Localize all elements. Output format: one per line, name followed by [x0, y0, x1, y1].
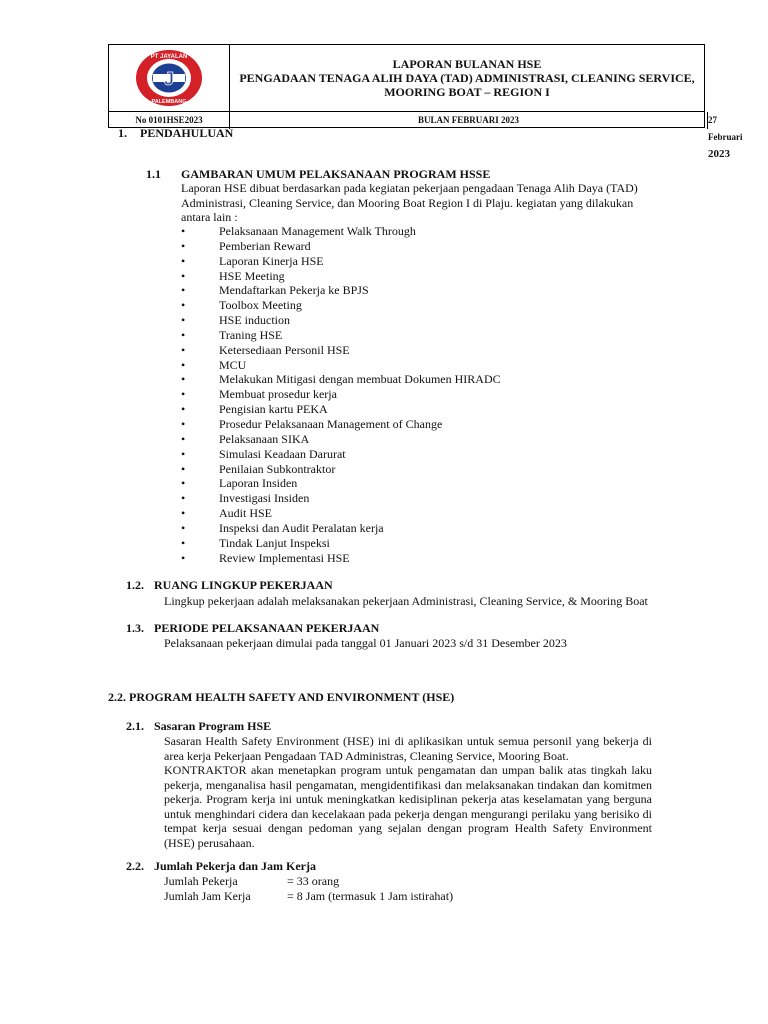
intro-line-3: antara lain : [181, 210, 238, 225]
activity-list [181, 224, 601, 565]
bullet-icon: • [181, 253, 186, 268]
report-date-year: 2023 [708, 148, 730, 160]
subsection-1-3-heading [126, 621, 379, 636]
subsection-1-1-intro [181, 181, 661, 225]
activity-label: Audit HSE [219, 506, 273, 521]
bullet-icon: • [181, 313, 186, 328]
bullet-icon: • [181, 535, 186, 550]
activity-list-item [181, 298, 601, 313]
activity-list-item [181, 224, 601, 239]
activity-list-item [181, 387, 601, 402]
bullet-icon: • [181, 416, 186, 431]
activity-label: HSE Meeting [219, 268, 285, 283]
activity-label: Traning HSE [219, 327, 283, 342]
activity-label: Simulasi Keadaan Darurat [219, 446, 346, 461]
activity-label: Investigasi Insiden [219, 491, 310, 506]
activity-label: Pemberian Reward [219, 238, 311, 253]
activity-list-item [181, 432, 601, 447]
activity-list-item [181, 328, 601, 343]
title-line-1: LAPORAN BULANAN HSE [392, 57, 542, 71]
activity-label: Review Implementasi HSE [219, 550, 350, 565]
activity-list-item [181, 283, 601, 298]
subsection-1-1-heading [146, 167, 490, 182]
activity-label: Inspeksi dan Audit Peralatan kerja [219, 520, 384, 535]
subsection-number: 2.1. [126, 719, 144, 733]
activity-list-item [181, 343, 601, 358]
activity-list-item [181, 417, 601, 432]
activity-label: Pelaksanaan Management Walk Through [219, 224, 416, 238]
activity-label: Laporan Kinerja HSE [219, 253, 324, 268]
activity-label: Laporan Insiden [219, 476, 298, 491]
activity-list-item [181, 491, 601, 506]
activity-list-item [181, 358, 601, 373]
activity-label: Penilaian Subkontraktor [219, 461, 336, 476]
title-line-3: MOORING BOAT – REGION I [384, 85, 550, 99]
section-number: 1. [118, 126, 127, 140]
bullet-icon: • [181, 357, 186, 372]
activity-label: Prosedur Pelaksanaan Management of Change [219, 416, 443, 431]
bullet-icon: • [181, 268, 186, 283]
intro-line-2: Administrasi, Cleaning Service, dan Mooring Boat Region I di Plaju. kegiatan yang dilakukan [181, 195, 634, 210]
doc-number: No 0101HSE2023 [109, 112, 230, 129]
subsection-1-2-heading [126, 578, 333, 593]
activity-list-item [181, 476, 601, 491]
subsection-title: RUANG LINGKUP PEKERJAAN [154, 578, 333, 592]
activity-label: Pengisian kartu PEKA [219, 402, 328, 417]
bullet-icon: • [181, 402, 186, 417]
workers-value: = 33 orang [287, 874, 340, 888]
period-text: Pelaksanaan pekerjaan dimulai pada tanggal 01 Januari 2023 s/d 31 Desember 2023 [164, 636, 567, 650]
activity-label: Toolbox Meeting [219, 298, 302, 313]
subsection-number: 2.2. [126, 859, 144, 873]
activity-list-item [181, 372, 601, 387]
section-title: PENDAHULUAN [140, 126, 234, 140]
logo-text-top: PT JAYALAN [150, 54, 188, 60]
subsection-title: GAMBARAN UMUM PELAKSANAAN PROGRAM HSSE [181, 167, 491, 181]
bullet-icon: • [181, 491, 186, 506]
subsection-title: Sasaran Program HSE [154, 719, 272, 733]
bullet-icon: • [181, 342, 186, 357]
logo-cell [109, 45, 230, 111]
bullet-icon: • [181, 387, 186, 402]
bullet-icon: • [181, 298, 186, 313]
bullet-icon: • [181, 431, 186, 446]
activity-list-item [181, 551, 601, 566]
section-2-heading: 2.2. PROGRAM HEALTH SAFETY AND ENVIRONMENT (HSE) [108, 690, 455, 704]
bullet-icon: • [181, 224, 186, 238]
activity-list-item [181, 313, 601, 328]
workforce-table [164, 874, 453, 903]
workers-label: Jumlah Pekerja [164, 874, 238, 888]
section-1-heading [118, 126, 233, 141]
logo-text-bottom: PALEMBANG [151, 99, 187, 105]
activity-list-item [181, 402, 601, 417]
subsection-number: 1.3. [126, 621, 144, 635]
subsection-number: 1.2. [126, 578, 144, 592]
activity-label: Pelaksanaan SIKA [219, 431, 310, 446]
bullet-icon: • [181, 283, 186, 298]
intro-line-1: Laporan HSE dibuat berdasarkan pada kegiatan pekerjaan pengadaan Tenaga Alih Daya (TAD) [181, 181, 638, 195]
workers-row [164, 874, 453, 889]
activity-label: Melakukan Mitigasi dengan membuat Dokumen HIRADC [219, 372, 501, 387]
scope-text: Lingkup pekerjaan adalah melaksanakan pekerjaan Administrasi, Cleaning Service, & Mooring Boat [164, 594, 648, 608]
subsection-title: PERIODE PELAKSANAAN PEKERJAAN [154, 621, 380, 635]
activity-list-item [181, 536, 601, 551]
bullet-icon: • [181, 461, 186, 476]
title-line-2: PENGADAAN TENAGA ALIH DAYA (TAD) ADMINISTRASI, CLEANING SERVICE, [239, 71, 695, 85]
activity-list-item [181, 462, 601, 477]
bullet-icon: • [181, 476, 186, 491]
hse-target-paragraph-1: Sasaran Health Safety Environment (HSE) ini di aplikasikan untuk semua personil yang bekerja di area kerja Pekerjaan Pengadaan TAD Administras, Cleaning Service, Mooring Boat. [164, 734, 652, 763]
activity-list-item [181, 269, 601, 284]
bullet-icon: • [181, 446, 186, 461]
activity-label: MCU [219, 357, 247, 372]
report-title [230, 45, 704, 111]
subsection-number: 1.1 [146, 167, 161, 181]
subsection-title: Jumlah Pekerja dan Jam Kerja [154, 859, 316, 873]
report-month: BULAN FEBRUARI 2023 [230, 112, 708, 129]
activity-list-item [181, 521, 601, 536]
subsection-2-1-heading [126, 719, 271, 734]
activity-label: Membuat prosedur kerja [219, 387, 337, 402]
logo-letter: J [163, 69, 175, 89]
company-logo [134, 48, 204, 108]
subsection-2-2-heading [126, 859, 316, 874]
work-hours-label: Jumlah Jam Kerja [164, 888, 251, 903]
activity-label: Tindak Lanjut Inspeksi [219, 535, 330, 550]
bullet-icon: • [181, 506, 186, 521]
report-date-day-month: 27 Februari [708, 115, 743, 142]
hse-target-paragraph-2: KONTRAKTOR akan menetapkan program untuk pengamatan dan umpan balik atas tingkah laku pekerja, menganalisa hasil pengamatan, mengidentifikasi dan melaksanakan tindakan dan komitmen pekerja. Program kerja ini untuk meningkatkan kedisiplinan pekerja atas keselamatan yang berguna untuk menghindari cidera dan kecelakaan pada pekerja dengan mengurangi perilaku yang berisiko di tempat kerja sesuai dengan pedoman yang sejalan dengan program Health Safety Environment (HSE) perusahaan. [164, 763, 652, 850]
bullet-icon: • [181, 520, 186, 535]
activity-label: Ketersediaan Personil HSE [219, 342, 350, 357]
activity-list-item [181, 254, 601, 269]
bullet-icon: • [181, 238, 186, 253]
bullet-icon: • [181, 327, 186, 342]
activity-label: HSE induction [219, 313, 290, 328]
work-hours-value: = 8 Jam (termasuk 1 Jam istirahat) [287, 888, 454, 903]
activity-list-item [181, 239, 601, 254]
work-hours-row [164, 889, 453, 904]
activity-label: Mendaftarkan Pekerja ke BPJS [219, 283, 369, 298]
activity-list-item [181, 506, 601, 521]
bullet-icon: • [181, 550, 186, 565]
bullet-icon: • [181, 372, 186, 387]
activity-list-item [181, 447, 601, 462]
